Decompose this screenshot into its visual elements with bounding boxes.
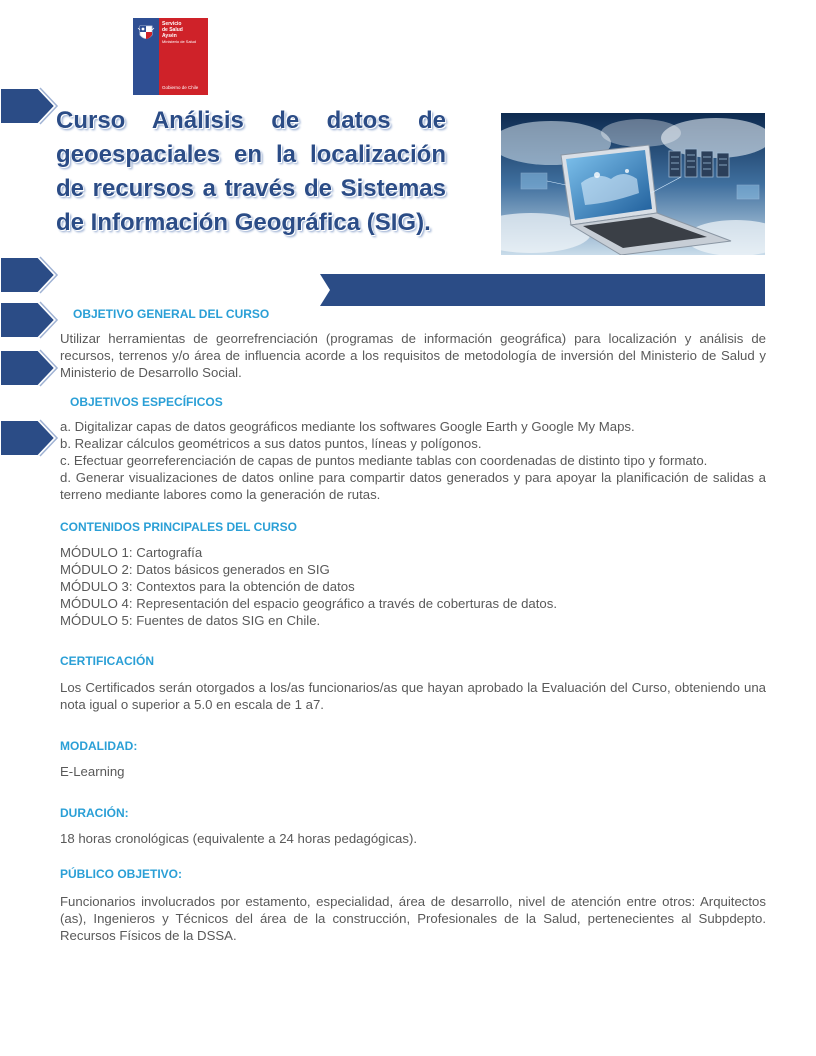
duracion-text: 18 horas cronológicas (equivalente a 24 horas pedagógicas). bbox=[60, 831, 418, 846]
certificacion-text: Los Certificados serán otorgados a los/as funcionarios/as que hayan aprobado la Evaluación del Curso, obteniendo una nota igual o superior a 5.0 en escala de 1 a7. bbox=[60, 680, 766, 712]
arrow-tab-4 bbox=[0, 348, 60, 388]
list-item: MÓDULO 5: Fuentes de datos SIG en Chile. bbox=[60, 613, 321, 628]
logo-line-4: Ministerio de Salud bbox=[162, 39, 197, 44]
contenidos-heading: CONTENIDOS PRINCIPALES DEL CURSO bbox=[60, 520, 297, 534]
course-title: Curso Análisis de datos de geoespaciales en la localización de recursos a través de Sistemas de Información Geográfica (SIG). bbox=[56, 107, 446, 236]
arrow-tab-1 bbox=[0, 86, 60, 126]
list-item: MÓDULO 1: Cartografía bbox=[60, 545, 203, 560]
logo-line-1: Servicio bbox=[162, 21, 182, 27]
logo-line-2: de Salud bbox=[162, 27, 183, 33]
list-item: d. Generar visualizaciones de datos online para compartir datos generados y para apoyar la planificación de salidas a terreno mediante labores como la generación de rutas. bbox=[60, 470, 766, 502]
institution-logo bbox=[133, 18, 208, 95]
list-item: MÓDULO 2: Datos básicos generados en SIG bbox=[60, 562, 330, 577]
list-item: MÓDULO 4: Representación del espacio geográfico a través de coberturas de datos. bbox=[60, 596, 558, 611]
logo-line-3: Aysén bbox=[162, 33, 177, 39]
coat-of-arms-icon bbox=[136, 22, 156, 44]
duracion-heading: DURACIÓN: bbox=[60, 806, 129, 820]
arrow-tab-5 bbox=[0, 418, 60, 458]
objetivo-general-text: Utilizar herramientas de georrefrenciación (programas de información geográfica) para localización y análisis de recursos, terrenos y/o área de influencia acorde a los requisitos de metodología de inversión del Ministerio de Salud y Ministerio de Desarrollo Social. bbox=[60, 331, 766, 380]
arrow-tab-3 bbox=[0, 300, 60, 340]
list-item: b. Realizar cálculos geométricos a sus datos puntos, líneas y polígonos. bbox=[60, 436, 482, 451]
publico-objetivo-heading: PÚBLICO OBJETIVO: bbox=[60, 867, 183, 881]
list-item: c. Efectuar georreferenciación de capas de puntos mediante tablas con coordenadas de distinto tipo y formato. bbox=[60, 453, 708, 468]
publico-objetivo-text: Funcionarios involucrados por estamento, especialidad, área de desarrollo, nivel de atención entre otros: Arquitectos (as), Ingenieros y Técnicos del área de la construcción, Profesionales de la Salud, pertenecientes al Subpdepto. Recursos Físicos de la DSSA. bbox=[60, 894, 766, 943]
list-item: MÓDULO 3: Contextos para la obtención de datos bbox=[60, 579, 355, 594]
certificacion-heading: CERTIFICACIÓN bbox=[60, 654, 154, 668]
header-banner-bar bbox=[320, 274, 765, 306]
logo-footer: Gobierno de Chile bbox=[162, 85, 199, 90]
objetivos-especificos-list bbox=[60, 418, 766, 503]
modalidad-heading: MODALIDAD: bbox=[60, 739, 138, 753]
objetivos-especificos-heading: OBJETIVOS ESPECÍFICOS bbox=[70, 395, 223, 409]
arrow-tab-2 bbox=[0, 255, 60, 295]
list-item: a. Digitalizar capas de datos geográficos mediante los softwares Google Earth y Google My Maps. bbox=[60, 419, 635, 434]
hero-image bbox=[501, 113, 765, 255]
objetivo-general-heading: OBJETIVO GENERAL DEL CURSO bbox=[73, 307, 270, 321]
modalidad-text: E-Learning bbox=[60, 764, 125, 779]
contenidos-list bbox=[60, 544, 766, 629]
